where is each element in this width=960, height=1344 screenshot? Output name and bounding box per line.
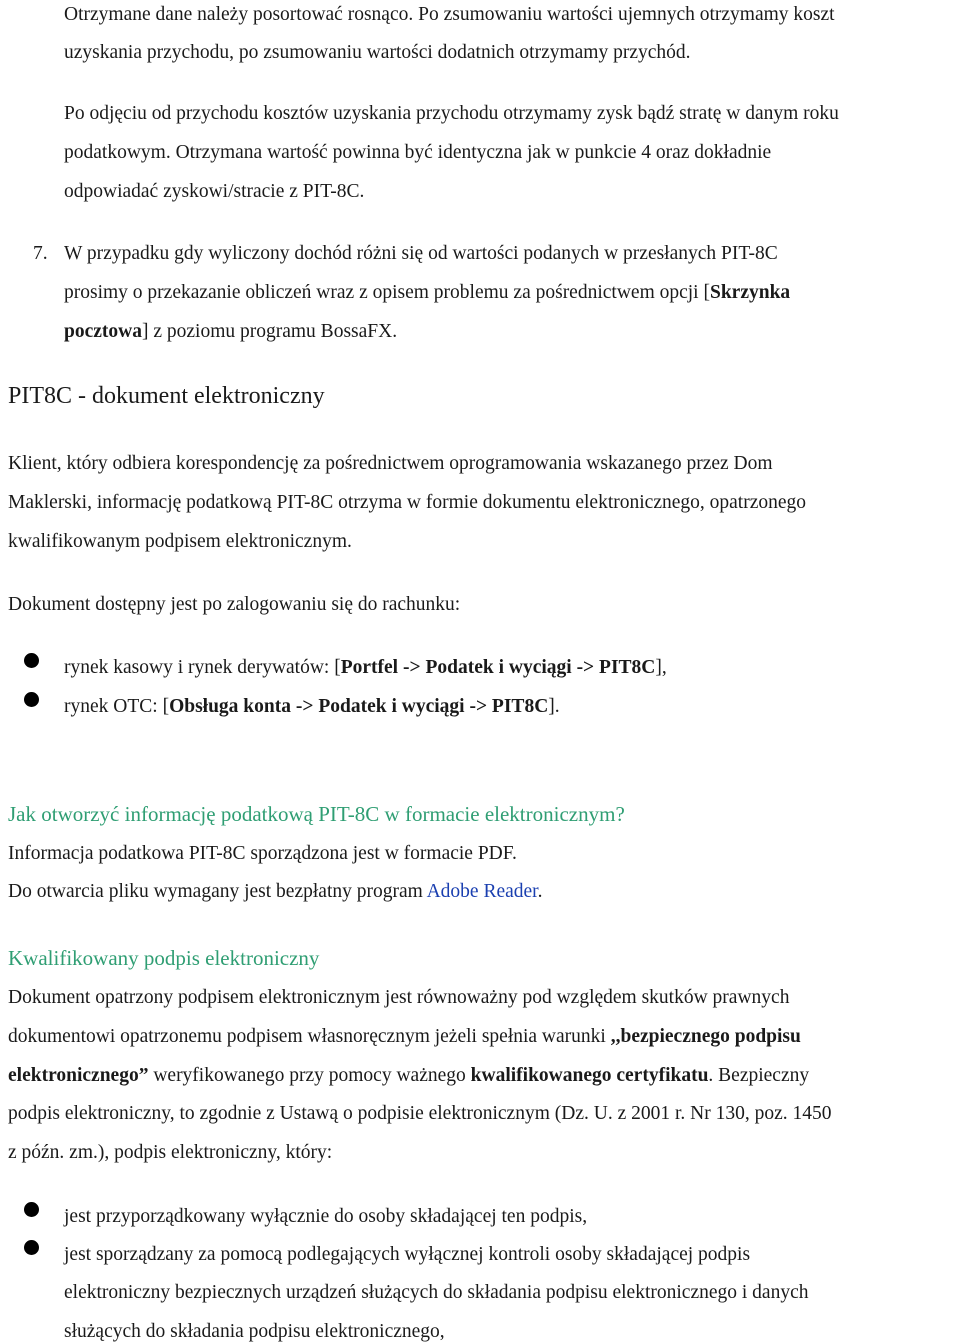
intro-line: Po odjęciu od przychodu kosztów uzyskania przychodu otrzymamy zysk bądź stratę w danym roku — [64, 103, 839, 124]
bullet-dot — [24, 653, 39, 668]
signature-text: dokumentowi opatrzonemu podpisem własnoręcznym jeżeli spełnia warunki — [8, 1026, 611, 1047]
list-item-text: ]. — [548, 696, 560, 717]
signature-line: Dokument opatrzony podpisem elektronicznym jest równoważny pod względem skutków prawnych — [8, 987, 790, 1008]
step7-line — [64, 320, 397, 344]
step7-bold: Skrzynka — [709, 282, 791, 303]
signature-line: z późn. zm.), podpis elektroniczny, który: — [8, 1142, 333, 1163]
open-text: . — [537, 881, 543, 902]
signature-line — [8, 1025, 801, 1049]
list-item: jest przyporządkowany wyłącznie do osoby składającej ten podpis, — [64, 1206, 588, 1227]
signature-text: weryfikowanego przy pomocy ważnego — [148, 1065, 471, 1086]
pit8c-para-line: kwalifikowanym podpisem elektronicznym. — [8, 531, 352, 552]
intro-line: uzyskania przychodu, po zsumowaniu wartości dodatnich otrzymamy przychód. — [64, 42, 691, 63]
signature-text: . Bezpieczny — [708, 1065, 810, 1086]
step-number: 7. — [33, 243, 48, 264]
step7-text: ] z poziomu programu BossaFX. — [141, 321, 398, 342]
open-text: Do otwarcia pliku wymagany jest bezpłatny program — [8, 881, 427, 902]
pit8c-para-line: Klient, który odbiera korespondencję za pośrednictwem oprogramowania wskazanego przez Dom — [8, 453, 773, 474]
bullet-dot — [24, 1202, 39, 1217]
signature-bold: kwalifikowanego certyfikatu — [470, 1065, 709, 1086]
list-item-continuation: elektroniczny bezpiecznych urządzeń służących do składania podpisu elektronicznego i danych — [64, 1282, 809, 1303]
list-item-continuation: służących do składania podpisu elektronicznego, — [64, 1321, 445, 1342]
adobe-reader-link[interactable]: Adobe Reader — [426, 881, 538, 902]
list-item-text: ], — [655, 657, 667, 678]
list-item — [64, 656, 667, 680]
list-item — [64, 695, 560, 719]
access-intro: Dokument dostępny jest po zalogowaniu się do rachunku: — [8, 594, 461, 615]
intro-line: podatkowym. Otrzymana wartość powinna być identyczna jak w punkcie 4 oraz dokładnie — [64, 142, 772, 163]
list-item-text: rynek kasowy i rynek derywatów: [ — [64, 657, 341, 678]
intro-line: odpowiadać zyskowi/stracie z PIT-8C. — [64, 181, 365, 202]
bullet-dot — [24, 1240, 39, 1255]
signature-line — [8, 1064, 809, 1088]
section-title-pit8c: PIT8C - dokument elektroniczny — [8, 383, 325, 409]
menu-path: Obsługa konta -> Podatek i wyciągi -> PIT8C — [169, 696, 549, 717]
open-line — [8, 880, 542, 904]
open-line: Informacja podatkowa PIT-8C sporządzona jest w formacie PDF. — [8, 843, 517, 864]
step7-line: W przypadku gdy wyliczony dochód różni się od wartości podanych w przesłanych PIT-8C — [64, 243, 778, 264]
bullet-dot — [24, 692, 39, 707]
pit8c-para-line: Maklerski, informację podatkową PIT-8C otrzyma w formie dokumentu elektronicznego, opatrzonego — [8, 492, 807, 513]
step7-line — [64, 281, 790, 305]
section-title-signature: Kwalifikowany podpis elektroniczny — [8, 946, 320, 970]
list-item-text: rynek OTC: [ — [64, 696, 170, 717]
signature-bold: elektronicznego” — [8, 1065, 149, 1086]
step7-text: prosimy o przekazanie obliczeń wraz z opisem problemu za pośrednictwem opcji [ — [64, 282, 710, 303]
section-title-open-pdf: Jak otworzyć informację podatkową PIT-8C w formacie elektronicznym? — [8, 802, 625, 826]
step7-bold: pocztowa — [64, 321, 142, 342]
signature-bold: ,,bezpiecznego podpisu — [610, 1026, 801, 1047]
intro-line: Otrzymane dane należy posortować rosnąco. Po zsumowaniu wartości ujemnych otrzymamy koszt — [64, 4, 835, 25]
list-item: jest sporządzany za pomocą podlegających wyłącznej kontroli osoby składającej podpis — [64, 1244, 751, 1265]
signature-line: podpis elektroniczny, to zgodnie z Ustawą o podpisie elektronicznym (Dz. U. z 2001 r. Nr 130, poz. 1450 — [8, 1103, 832, 1124]
menu-path: Portfel -> Podatek i wyciągi -> PIT8C — [340, 657, 656, 678]
